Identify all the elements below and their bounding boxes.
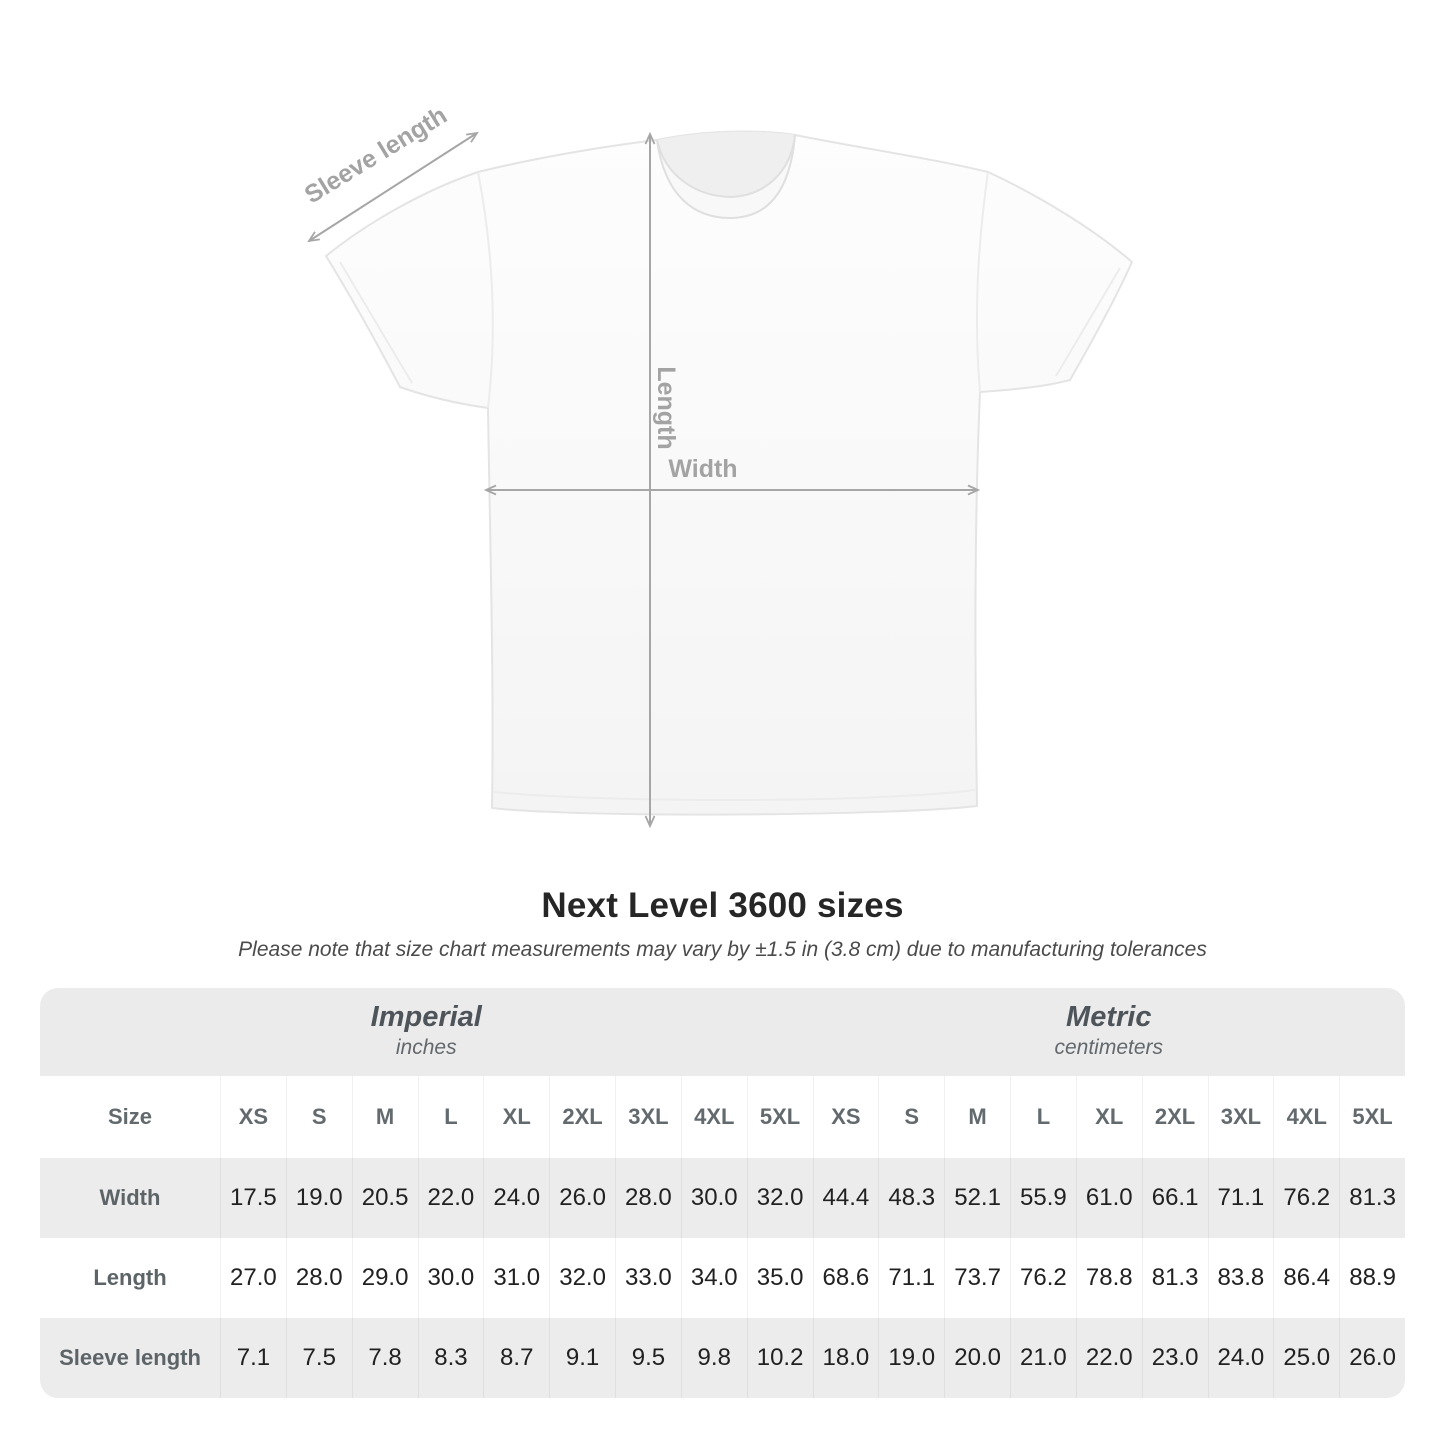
value-cell: 20.0	[944, 1318, 1010, 1398]
value-cell: 83.8	[1208, 1238, 1274, 1318]
value-cell: 78.8	[1076, 1238, 1142, 1318]
value-cell: 19.0	[878, 1318, 944, 1398]
page-title: Next Level 3600 sizes	[541, 886, 904, 925]
imperial-unit: inches	[395, 1036, 457, 1059]
value-cell: 86.4	[1273, 1238, 1339, 1318]
value-cell: 34.0	[681, 1238, 747, 1318]
value-cell: 19.0	[286, 1158, 352, 1238]
imperial-title: Imperial	[370, 1001, 482, 1033]
value-cell: 35.0	[747, 1238, 813, 1318]
value-cell: 9.8	[681, 1318, 747, 1398]
value-cell: 66.1	[1142, 1158, 1208, 1238]
value-cell: 7.8	[352, 1318, 418, 1398]
value-cell: 26.0	[549, 1158, 615, 1238]
value-cell: 8.7	[483, 1318, 549, 1398]
value-cell: 24.0	[483, 1158, 549, 1238]
value-cell: 7.5	[286, 1318, 352, 1398]
value-cell: 10.2	[747, 1318, 813, 1398]
value-cell: 48.3	[878, 1158, 944, 1238]
size-header-cell: S	[878, 1076, 944, 1158]
row-label-length: Length	[40, 1238, 220, 1318]
value-cell: 20.5	[352, 1158, 418, 1238]
value-cell: 26.0	[1339, 1318, 1405, 1398]
value-cell: 27.0	[220, 1238, 286, 1318]
metric-unit: centimeters	[1054, 1036, 1164, 1059]
value-cell: 18.0	[813, 1318, 879, 1398]
size-col-header: Size	[40, 1076, 220, 1158]
value-cell: 24.0	[1208, 1318, 1274, 1398]
row-label-width: Width	[40, 1158, 220, 1238]
value-cell: 88.9	[1339, 1238, 1405, 1318]
value-cell: 32.0	[549, 1238, 615, 1318]
value-cell: 81.3	[1142, 1238, 1208, 1318]
size-header-cell: 4XL	[1273, 1076, 1339, 1158]
value-cell: 55.9	[1010, 1158, 1076, 1238]
value-cell: 21.0	[1010, 1318, 1076, 1398]
size-header-cell: 2XL	[1142, 1076, 1208, 1158]
width-label: Width	[668, 455, 738, 483]
size-header-cell: M	[352, 1076, 418, 1158]
metric-header	[813, 988, 1406, 1076]
imperial-header	[40, 988, 813, 1076]
value-cell: 8.3	[418, 1318, 484, 1398]
value-cell: 7.1	[220, 1318, 286, 1398]
size-header-cell: S	[286, 1076, 352, 1158]
value-cell: 29.0	[352, 1238, 418, 1318]
length-label: Length	[652, 366, 680, 450]
value-cell: 71.1	[1208, 1158, 1274, 1238]
value-cell: 28.0	[615, 1158, 681, 1238]
size-header-cell: 5XL	[747, 1076, 813, 1158]
sleeve-length-label: Sleeve length	[299, 101, 452, 210]
size-header-cell: M	[944, 1076, 1010, 1158]
value-cell: 28.0	[286, 1238, 352, 1318]
size-header-cell: L	[418, 1076, 484, 1158]
value-cell: 44.4	[813, 1158, 879, 1238]
value-cell: 30.0	[418, 1238, 484, 1318]
value-cell: 32.0	[747, 1158, 813, 1238]
value-cell: 73.7	[944, 1238, 1010, 1318]
row-label-sleeve-length: Sleeve length	[40, 1318, 220, 1398]
value-cell: 30.0	[681, 1158, 747, 1238]
size-header-cell: XL	[1076, 1076, 1142, 1158]
metric-title: Metric	[1066, 1001, 1152, 1033]
size-header-cell: 5XL	[1339, 1076, 1405, 1158]
size-table	[40, 988, 1405, 1398]
value-cell: 17.5	[220, 1158, 286, 1238]
value-cell: 25.0	[1273, 1318, 1339, 1398]
value-cell: 22.0	[1076, 1318, 1142, 1398]
value-cell: 76.2	[1273, 1158, 1339, 1238]
tolerance-note: Please note that size chart measurements may vary by ±1.5 in (3.8 cm) due to manufacturing tolerances	[238, 938, 1207, 961]
size-header-cell: L	[1010, 1076, 1076, 1158]
size-header-cell: XS	[813, 1076, 879, 1158]
size-header-cell: XL	[483, 1076, 549, 1158]
value-cell: 9.5	[615, 1318, 681, 1398]
size-header-cell: 2XL	[549, 1076, 615, 1158]
value-cell: 68.6	[813, 1238, 879, 1318]
value-cell: 23.0	[1142, 1318, 1208, 1398]
size-header-cell: 3XL	[615, 1076, 681, 1158]
value-cell: 9.1	[549, 1318, 615, 1398]
value-cell: 71.1	[878, 1238, 944, 1318]
value-cell: 52.1	[944, 1158, 1010, 1238]
size-header-cell: XS	[220, 1076, 286, 1158]
value-cell: 76.2	[1010, 1238, 1076, 1318]
size-header-cell: 3XL	[1208, 1076, 1274, 1158]
value-cell: 61.0	[1076, 1158, 1142, 1238]
value-cell: 81.3	[1339, 1158, 1405, 1238]
value-cell: 33.0	[615, 1238, 681, 1318]
value-cell: 31.0	[483, 1238, 549, 1318]
size-header-cell: 4XL	[681, 1076, 747, 1158]
value-cell: 22.0	[418, 1158, 484, 1238]
